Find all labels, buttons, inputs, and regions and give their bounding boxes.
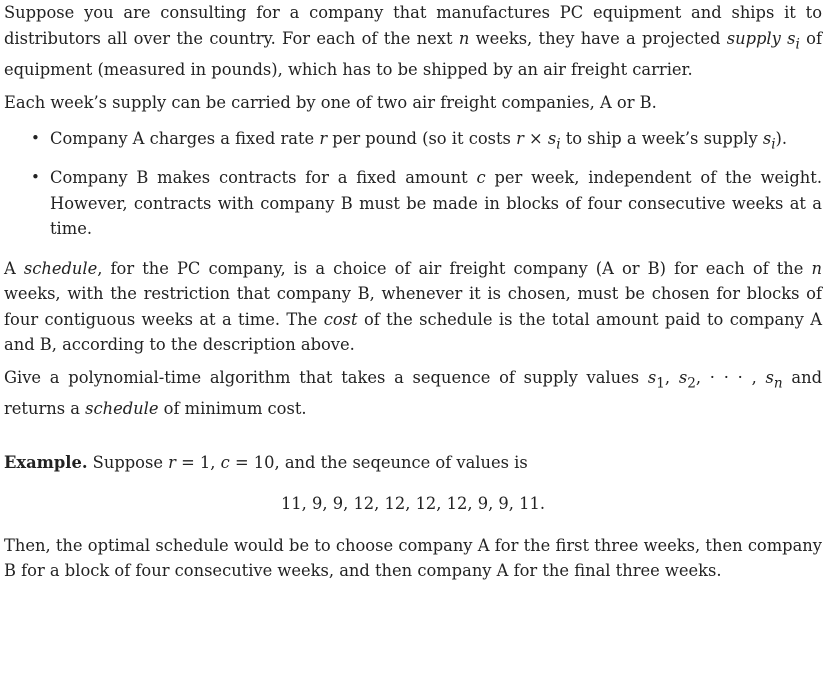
sequence-equation: 11, 9, 9, 12, 12, 12, 12, 9, 9, 11. xyxy=(280,494,546,514)
text: Suppose you are consulting for a company that manufactures PC equipment and ships it to distributors all over the country. For each of the next xyxy=(4,3,822,48)
term-schedule: schedule xyxy=(23,258,98,278)
math-subscript-i: i xyxy=(771,136,776,153)
company-list xyxy=(4,126,822,241)
task-paragraph xyxy=(4,365,822,422)
math-dots: , · · · , xyxy=(695,367,766,387)
math-subscript-i: i xyxy=(556,136,561,153)
math-c: c xyxy=(476,168,486,187)
text: per pound (so it costs xyxy=(327,129,517,149)
math-s: s xyxy=(678,367,688,387)
conclusion-paragraph: Then, the optimal schedule would be to choose company A for the first three weeks, then company B for a block of four consecutive weeks, and then company A for the final three weeks. xyxy=(4,535,822,581)
term-supply: supply xyxy=(726,28,781,48)
math-subscript-n: n xyxy=(773,374,783,391)
text: = 10, and the seqeunce of values is xyxy=(229,452,528,472)
math-c: c xyxy=(220,452,230,472)
math-s: s xyxy=(787,28,796,48)
term-schedule: schedule xyxy=(85,399,159,419)
text: of equipment (measured in pounds), which has to be shipped by an air freight carrier. xyxy=(4,28,822,80)
math-n: n xyxy=(458,28,470,48)
math-subscript: 2 xyxy=(687,374,696,391)
text: Give a polynomial-time algorithm that takes a sequence of supply values xyxy=(4,367,648,387)
math-r: r xyxy=(319,129,328,149)
company-a-item xyxy=(31,126,822,158)
bullet-icon: • xyxy=(31,129,40,148)
text: = 1, xyxy=(175,452,221,472)
companies-paragraph: Each week’s supply can be carried by one of two air freight companies, A or B. xyxy=(4,92,657,112)
text: and returns a xyxy=(4,367,822,419)
math-r: r xyxy=(516,129,524,149)
bullet-icon: • xyxy=(31,168,40,186)
text: Company A charges a fixed rate xyxy=(50,129,320,149)
company-b-item xyxy=(31,165,822,242)
text: of minimum cost. xyxy=(158,399,307,419)
math-s: s xyxy=(547,129,557,149)
text: Company B makes contracts for a fixed amount xyxy=(50,168,477,187)
math-s: s xyxy=(647,367,657,387)
text: , for the PC company, is a choice of air freight company (A or B) for each of the xyxy=(97,258,812,278)
text: of the schedule is the total amount paid to company A and B, according to the description above. xyxy=(4,309,822,354)
math-s: s xyxy=(762,129,772,149)
text: A xyxy=(4,258,24,278)
term-cost: cost xyxy=(323,309,358,329)
example-paragraph xyxy=(4,450,822,476)
text: per week, independent of the weight. However, contracts with company B must be made in blocks of four consecutive weeks at a time. xyxy=(50,168,822,238)
text: weeks, they have a projected xyxy=(469,28,727,48)
math-subscript: 1 xyxy=(656,374,665,391)
math-r: r xyxy=(168,452,176,472)
math-times: × xyxy=(523,129,548,149)
text: , xyxy=(664,367,679,387)
math-subscript-i: i xyxy=(795,35,800,52)
math-n: n xyxy=(811,258,823,278)
example-label: Example. xyxy=(4,452,88,472)
text: weeks, with the restriction that company B, whenever it is chosen, must be chosen for blocks of four contiguous weeks at a time. The xyxy=(4,284,822,329)
text: to ship a week’s supply xyxy=(560,129,763,149)
intro-paragraph xyxy=(4,0,822,83)
schedule-paragraph xyxy=(4,256,822,358)
math-s: s xyxy=(765,367,774,387)
text: ). xyxy=(775,129,788,149)
text: Suppose xyxy=(87,452,169,472)
